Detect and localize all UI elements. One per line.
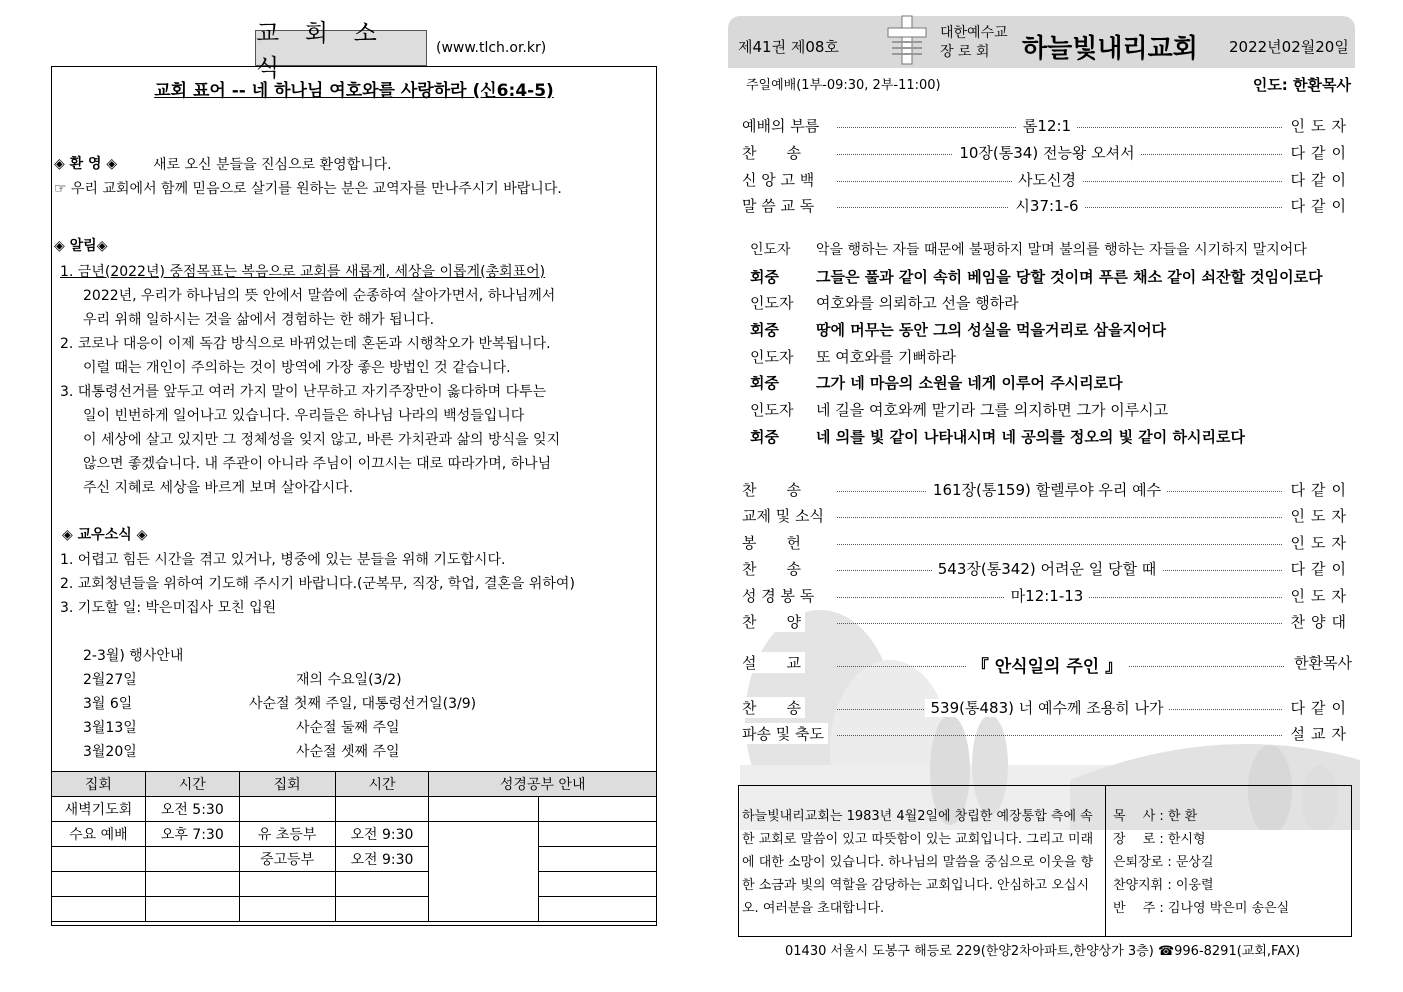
member-news-line: 3. 기도할 일: 박은미집사 모친 입원: [60, 600, 277, 616]
reader: 회중: [750, 428, 779, 446]
notice-line: 우리 위해 일하시는 것을 삶에서 경험하는 한 해가 됩니다.: [83, 312, 435, 328]
order-item: 찬 양: [742, 611, 805, 632]
order-content: 543장(통342) 어려운 일 당할 때: [932, 560, 1162, 578]
sermon-title: 『 안식일의 주인 』: [966, 657, 1128, 677]
order-item: 설 교: [742, 652, 805, 673]
staff-item: 은퇴장로 : 문상길: [1113, 855, 1214, 870]
reader: 인도자: [750, 242, 791, 258]
notice-line: 않으면 좋겠습니다. 내 주관이 아니라 주님이 이끄시는 대로 따라가며, 하나님: [83, 456, 552, 472]
reading-text: 그가 네 마음의 소원을 네게 이루어 주시리로다: [816, 374, 1123, 392]
notice-line: 1. 금년(2022년) 중점목표는 복음으로 교회를 새롭게, 세상을 이롭게(총회표어): [60, 264, 546, 280]
table-cell: [145, 897, 239, 922]
table-cell: [429, 822, 539, 922]
reader: 회중: [750, 268, 779, 286]
reader: 회중: [750, 321, 779, 339]
worship-order-row: [742, 585, 1352, 607]
header-meeting: 집회: [52, 772, 146, 797]
welcome-text: 새로 오신 분들을 진심으로 환영합니다.: [153, 157, 392, 173]
reading-text: 그들은 풀과 같이 속히 베임을 당할 것이며 푸른 채소 같이 쇠잔할 것임이로다: [816, 268, 1323, 286]
welcome-note: ☞ 우리 교회에서 함께 믿음으로 살기를 원하는 분은 교역자를 만나주시기 바랍니다.: [54, 181, 562, 197]
notice-line: 주신 지혜로 세상을 바르게 보며 살아갑시다.: [83, 480, 354, 496]
table-cell: [239, 797, 335, 822]
table-cell: 중고등부: [239, 847, 335, 872]
notice-line: 이럴 때는 개인이 주의하는 것이 방역에 가장 좋은 방법인 것 같습니다.: [83, 360, 511, 376]
order-item: 찬 송: [742, 558, 805, 579]
table-cell: 오전 9:30: [335, 822, 429, 847]
church-name: 하늘빛내리교회: [1022, 34, 1198, 64]
reader: 인도자: [750, 348, 794, 366]
order-by: 인도자: [1287, 505, 1352, 526]
table-cell: [52, 897, 146, 922]
order-by: 다같이: [1287, 169, 1352, 190]
order-item: 찬 송: [742, 142, 805, 163]
staff-item: 목 사 : 한 환: [1113, 809, 1198, 824]
notice-line: 이 세상에 살고 있지만 그 정체성을 잊지 않고, 바른 가치관과 삶의 방식을 잊지: [83, 432, 561, 448]
order-item: 찬 송: [742, 697, 805, 718]
header-bible-study: 성경공부 안내: [429, 772, 657, 797]
order-content: 시37:1-6: [1009, 197, 1084, 215]
order-item: 봉 헌: [742, 532, 805, 553]
order-item: 찬 송: [742, 479, 805, 500]
events-heading: 2-3월) 행사안내: [83, 648, 184, 664]
bulletin-date: 2022년02월20일: [1229, 38, 1349, 56]
table-cell: [52, 872, 146, 897]
header-time: 시간: [145, 772, 239, 797]
order-item: 파송 및 축도: [742, 723, 828, 744]
worship-order-row: [742, 558, 1352, 580]
church-address: 01430 서울시 도봉구 해등로 229(한양2차아파트,한양상가 3층) ☎996-8291(교회,FAX): [785, 944, 1301, 959]
responsive-reading-line: [750, 319, 1166, 340]
event-date: 2월27일: [83, 672, 137, 688]
worship-order-row: [742, 115, 1352, 137]
order-item: 신 앙 고 백: [742, 169, 818, 190]
responsive-reading-line: [750, 372, 1123, 393]
order-content: 마12:1-13: [1005, 587, 1090, 605]
responsive-reading-line: [750, 399, 1168, 420]
notice-heading: ◈ 알림◈: [54, 238, 108, 254]
table-row: [52, 897, 657, 922]
responsive-reading-line: [750, 239, 1307, 259]
staff-list: [1113, 805, 1289, 920]
order-item: 말 씀 교 독: [742, 195, 818, 216]
meeting-schedule-table: [51, 771, 657, 922]
worship-order-row: [742, 479, 1352, 501]
table-cell: [539, 822, 657, 847]
order-by: 다같이: [1287, 142, 1352, 163]
order-by: 다같이: [1287, 479, 1352, 500]
member-news-heading: ◈ 교우소식 ◈: [62, 527, 148, 543]
order-by: 찬양대: [1287, 611, 1352, 632]
table-cell: [239, 872, 335, 897]
responsive-reading-line: [750, 292, 1019, 313]
order-content: 539(통483) 너 예수께 조용히 나가: [925, 699, 1170, 717]
worship-order-row: [742, 195, 1352, 217]
table-row: [52, 847, 657, 872]
table-cell: [539, 872, 657, 897]
notice-line: 2. 코로나 대응이 이제 독감 방식으로 바뀌었는데 혼돈과 시행착오가 반복됩니다.: [60, 336, 551, 352]
order-by: 다같이: [1287, 697, 1352, 718]
table-cell: [539, 847, 657, 872]
staff-item: 장 로 : 한시형: [1113, 832, 1206, 847]
table-header-row: [52, 772, 657, 797]
table-cell: [429, 797, 539, 822]
worship-order-row: [742, 697, 1352, 719]
worship-order-row: [742, 532, 1352, 554]
church-introduction: 하늘빛내리교회는 1983년 4월2일에 창립한 예장통합 측에 속한 교회로 말씀이 있고 따뜻함이 있는 교회입니다. 그리고 미래에 대한 소망이 있습니다. 하나님의 말씀을 중심으로 이웃을 향한 소금과 빛의 역할을 감당하는 교회입니다. 안심하고 오십시오. 여러분을 초대합니다.: [742, 809, 1094, 916]
event-name: 사순절 첫째 주일, 대통령선거일(3/9): [249, 696, 477, 712]
worship-order-row: [742, 169, 1352, 191]
table-cell: [335, 872, 429, 897]
event-name: 사순절 셋째 주일: [296, 744, 400, 760]
order-content: 10장(통34) 전능왕 오셔서: [953, 144, 1140, 162]
table-cell: 유 초등부: [239, 822, 335, 847]
info-divider: [1105, 785, 1106, 937]
order-by: 설교자: [1287, 723, 1352, 744]
table-cell: [52, 847, 146, 872]
notice-line: 일이 빈번하게 일어나고 있습니다. 우리들은 하나님 나라의 백성들입니다: [83, 408, 525, 424]
table-cell: 수요 예배: [52, 822, 146, 847]
welcome-heading: ◈ 환 영 ◈: [54, 156, 118, 172]
staff-item: 찬양지휘 : 이웅렬: [1113, 878, 1214, 893]
order-content: 사도신경: [1012, 171, 1082, 189]
order-by: 인도자: [1287, 115, 1352, 136]
worship-leader: 인도: 한환목사: [1252, 76, 1351, 94]
event-date: 3월13일: [83, 720, 137, 736]
reading-text: 또 여호와를 기뻐하라: [816, 348, 956, 366]
reading-text: 네 의를 빛 같이 나타내시며 네 공의를 정오의 빛 같이 하시리로다: [816, 428, 1245, 446]
reading-text: 네 길을 여호와께 맡기라 그를 의지하면 그가 이루시고: [816, 401, 1169, 419]
table-cell: [539, 897, 657, 922]
reading-text: 악을 행하는 자들 때문에 불평하지 말며 불의를 행하는 자들을 시기하지 말지어다: [816, 242, 1307, 258]
worship-order-row: [742, 723, 1352, 745]
sermon-row: [742, 652, 1352, 678]
order-item: 교제 및 소식: [742, 505, 828, 526]
reading-text: 땅에 머무는 동안 그의 성실을 먹을거리로 삼을지어다: [816, 321, 1167, 339]
order-item: 예배의 부름: [742, 115, 823, 136]
cross-logo-icon: [884, 14, 930, 66]
table-cell: [335, 897, 429, 922]
order-by: 인도자: [1287, 585, 1352, 606]
table-cell: 새벽기도회: [52, 797, 146, 822]
denomination-line-1: 대한예수교: [940, 25, 1008, 41]
table-cell: [539, 797, 657, 822]
notice-line: 2022년, 우리가 하나님의 뜻 안에서 말씀에 순종하여 살아가면서, 하나님께서: [83, 288, 556, 304]
denomination: [940, 24, 1008, 62]
event-date: 3월 6일: [83, 696, 133, 712]
order-content: 롬12:1: [1017, 117, 1077, 135]
worship-order-row: [742, 611, 1352, 633]
order-item: 성 경 봉 독: [742, 585, 818, 606]
table-cell: [145, 847, 239, 872]
table-cell: [335, 797, 429, 822]
website-url[interactable]: (www.tlch.or.kr): [436, 40, 547, 56]
table-cell: [239, 897, 335, 922]
reading-text: 여호와를 의뢰하고 선을 행하라: [816, 294, 1019, 312]
reader: 인도자: [750, 401, 794, 419]
volume-number: 제41권 제08호: [738, 38, 839, 56]
order-by: 다같이: [1287, 558, 1352, 579]
responsive-reading-line: [750, 426, 1245, 447]
event-name: 사순절 둘째 주일: [296, 720, 400, 736]
preacher: 한환목사: [1290, 652, 1352, 673]
staff-item: 반 주 : 김나영 박은미 송은실: [1113, 901, 1290, 916]
service-time: 주일예배(1부-09:30, 2부-11:00): [746, 78, 941, 93]
table-row: [52, 822, 657, 847]
table-row: [52, 797, 657, 822]
order-by: 인도자: [1287, 532, 1352, 553]
table-cell: 오후 7:30: [145, 822, 239, 847]
reader: 회중: [750, 374, 779, 392]
member-news-line: 1. 어렵고 힘든 시간을 겪고 있거나, 병중에 있는 분들을 위해 기도합시다.: [60, 552, 506, 568]
responsive-reading-line: [750, 346, 956, 367]
header-time: 시간: [335, 772, 429, 797]
order-content: 161장(통159) 할렐루야 우리 예수: [927, 481, 1167, 499]
order-by: 다같이: [1287, 195, 1352, 216]
denomination-line-2: 장 로 회: [940, 44, 990, 60]
table-row: [52, 872, 657, 897]
responsive-reading-line: [750, 266, 1323, 287]
table-cell: [145, 872, 239, 897]
event-date: 3월20일: [83, 744, 137, 760]
member-news-line: 2. 교회청년들을 위하여 기도해 주시기 바랍니다.(군복무, 직장, 학업, 결혼을 위하여): [60, 576, 575, 592]
worship-order-row: [742, 505, 1352, 527]
event-name: 재의 수요일(3/2): [296, 672, 402, 688]
table-cell: 오전 9:30: [335, 847, 429, 872]
church-motto: 교회 표어 -- 네 하나님 여호와를 사랑하라 (신6:4-5): [154, 81, 554, 101]
worship-order-row: [742, 142, 1352, 164]
header-meeting: 집회: [239, 772, 335, 797]
notice-line: 3. 대통령선거를 앞두고 여러 가지 말이 난무하고 자기주장만이 옳다하며 다투는: [60, 384, 547, 400]
reader: 인도자: [750, 294, 794, 312]
left-page-title: 교 회 소 식: [255, 30, 427, 66]
table-cell: 오전 5:30: [145, 797, 239, 822]
